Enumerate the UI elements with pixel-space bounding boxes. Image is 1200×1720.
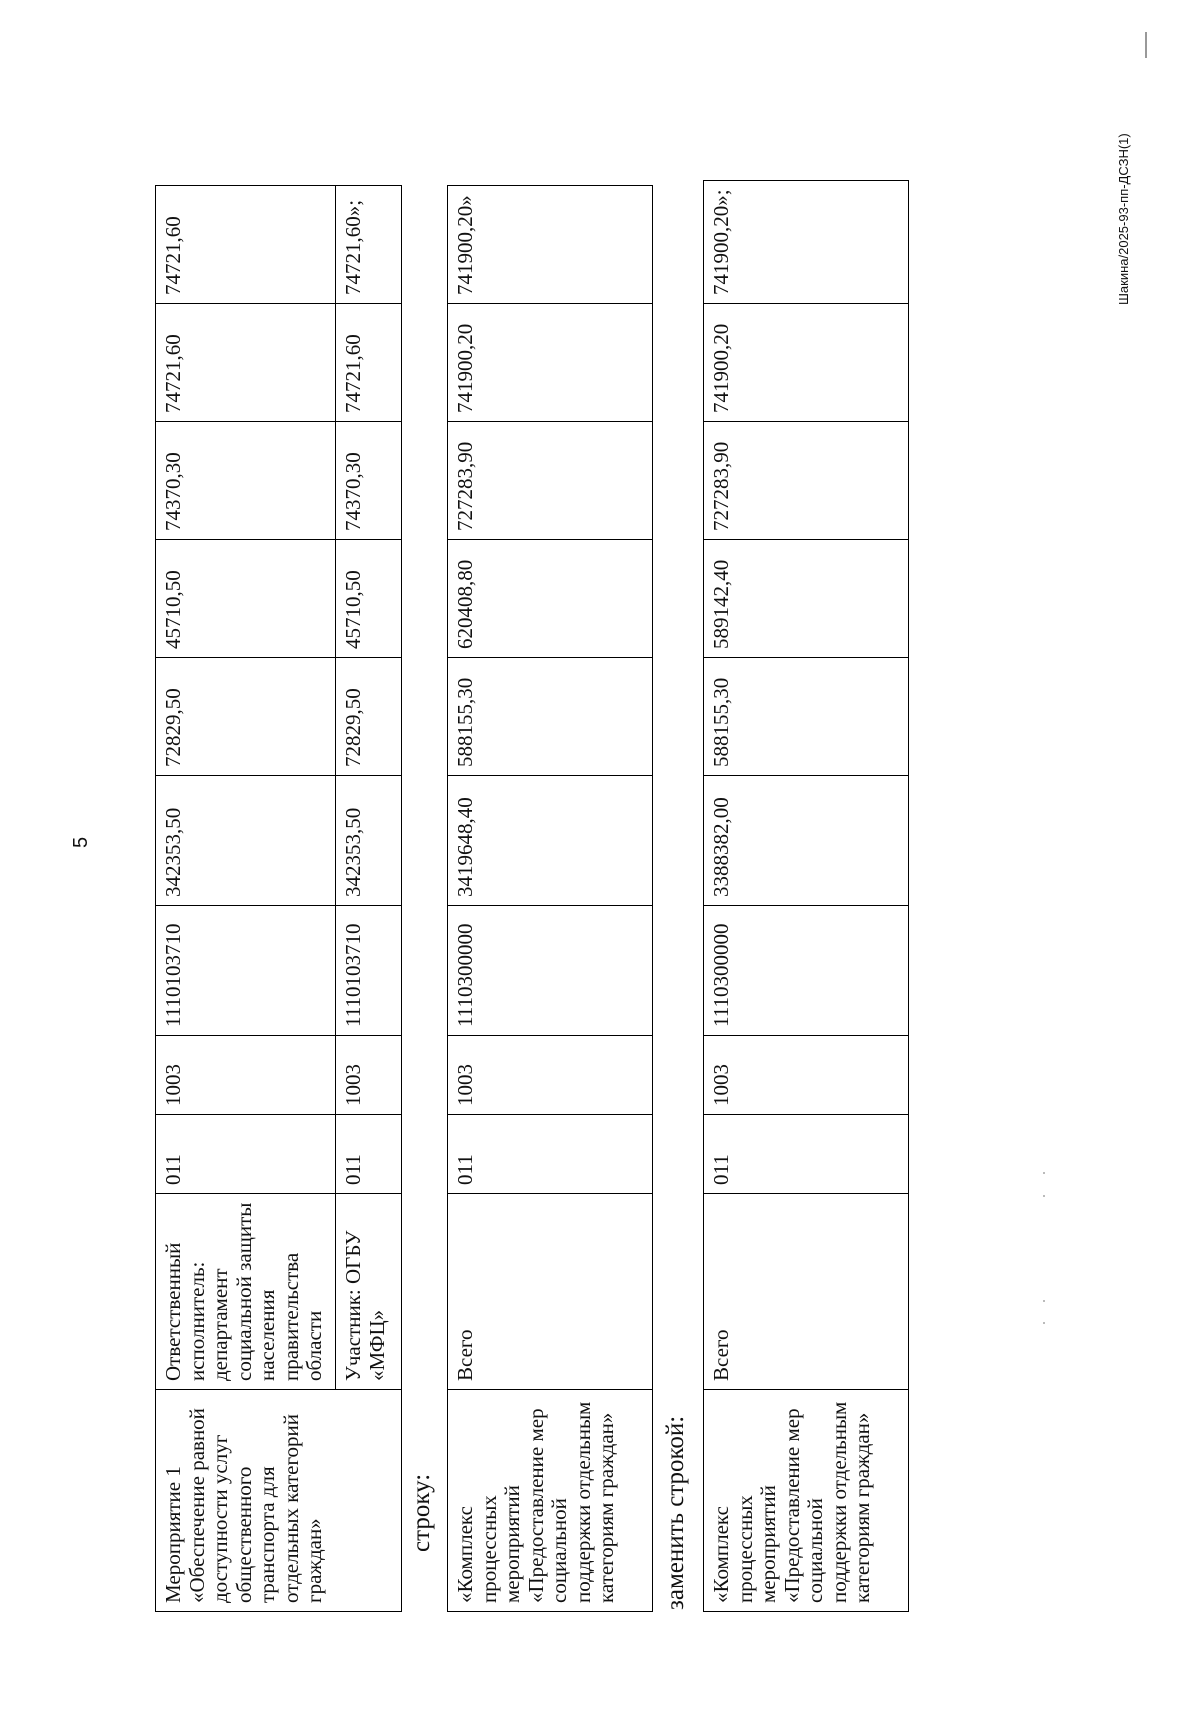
footer-document-id: Шакина/2025-93-пп-ДСЗН(1) <box>1116 133 1131 305</box>
scan-speck <box>1043 1195 1045 1197</box>
label-replace-with: заменить строкой: <box>662 1415 689 1610</box>
cell-year-2: 45710,50 <box>336 540 402 658</box>
cell-section: 1003 <box>704 1036 909 1115</box>
cell-year-3: 727283,90 <box>704 422 909 540</box>
cell-grbs: 011 <box>336 1115 402 1194</box>
label-row-to-replace: строку: <box>408 1473 435 1552</box>
cell-year-4: 741900,20 <box>448 304 653 422</box>
cell-section: 1003 <box>156 1036 336 1115</box>
cell-target-article: 1110103710 <box>156 906 336 1036</box>
cell-target-article: 1110103710 <box>336 906 402 1036</box>
cell-executor: Всего <box>448 1194 653 1390</box>
cell-executor: Участник: ОГБУ «МФЦ» <box>336 1194 402 1390</box>
rotated-content <box>155 42 955 1612</box>
cell-year-5: 74721,60»; <box>336 186 402 304</box>
table-row <box>448 186 653 1612</box>
cell-target-article: 1110300000 <box>448 906 653 1036</box>
cell-year-4: 741900,20 <box>704 304 909 422</box>
table-row <box>704 181 909 1612</box>
cell-year-1: 72829,50 <box>156 658 336 776</box>
cell-year-4: 74721,60 <box>336 304 402 422</box>
scan-edge-mark <box>1145 32 1147 58</box>
cell-total: 3388382,00 <box>704 776 909 906</box>
scan-speck <box>1043 1322 1045 1324</box>
cell-total: 342353,50 <box>336 776 402 906</box>
cell-year-1: 588155,30 <box>704 658 909 776</box>
cell-year-3: 727283,90 <box>448 422 653 540</box>
cell-total: 342353,50 <box>156 776 336 906</box>
cell-executor: Ответственный исполнитель: департамент социальной защиты населения правительства области <box>156 1194 336 1390</box>
cell-grbs: 011 <box>448 1115 653 1194</box>
table-new-row <box>703 180 909 1612</box>
cell-year-5: 74721,60 <box>156 186 336 304</box>
cell-year-5: 741900,20» <box>448 186 653 304</box>
table-old-row <box>447 185 653 1612</box>
table-measure-1 <box>155 185 402 1612</box>
cell-year-1: 588155,30 <box>448 658 653 776</box>
scan-speck <box>1043 1172 1045 1174</box>
cell-total: 3419648,40 <box>448 776 653 906</box>
cell-year-2: 620408,80 <box>448 540 653 658</box>
scan-speck <box>1043 1300 1045 1302</box>
cell-measure-name: «Комплекс процессных мероприятий «Предоставление мер социальной поддержки отдельным категориям граждан» <box>448 1390 653 1612</box>
cell-year-3: 74370,30 <box>156 422 336 540</box>
cell-grbs: 011 <box>156 1115 336 1194</box>
cell-target-article: 1110300000 <box>704 906 909 1036</box>
cell-grbs: 011 <box>704 1115 909 1194</box>
page-number: 5 <box>70 836 92 848</box>
table-row <box>156 186 336 1612</box>
cell-section: 1003 <box>336 1036 402 1115</box>
cell-year-1: 72829,50 <box>336 658 402 776</box>
cell-executor: Всего <box>704 1194 909 1390</box>
cell-year-4: 74721,60 <box>156 304 336 422</box>
cell-section: 1003 <box>448 1036 653 1115</box>
cell-year-3: 74370,30 <box>336 422 402 540</box>
cell-year-2: 45710,50 <box>156 540 336 658</box>
cell-year-2: 589142,40 <box>704 540 909 658</box>
cell-measure-name: Мероприятие 1 «Обеспечение равной доступности услуг общественного транспорта для отдельных категорий граждан» <box>156 1390 402 1612</box>
cell-measure-name: «Комплекс процессных мероприятий «Предоставление мер социальной поддержки отдельным категориям граждан» <box>704 1390 909 1612</box>
cell-year-5: 741900,20»; <box>704 181 909 304</box>
